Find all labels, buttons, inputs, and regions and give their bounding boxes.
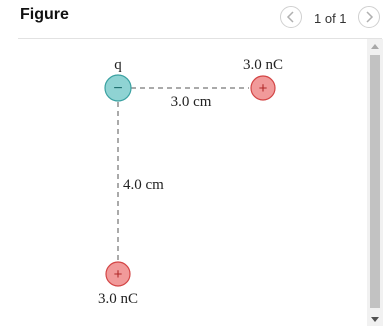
figure-title: Figure	[20, 6, 69, 23]
previous-button[interactable]	[280, 6, 302, 28]
next-button[interactable]	[358, 6, 380, 28]
horizontal-distance-label: 3.0 cm	[170, 94, 212, 110]
charge-right	[243, 57, 283, 100]
vertical-distance-label: 4.0 cm	[123, 177, 164, 193]
charge-bottom-label: 3.0 nC	[97, 291, 139, 307]
positive-sign-icon: +	[113, 266, 123, 283]
charge-q-label: q	[114, 57, 122, 73]
chevron-left-icon	[286, 11, 296, 23]
charge-q	[105, 57, 131, 101]
scrollbar-thumb[interactable]	[370, 55, 380, 308]
charge-bottom	[98, 262, 138, 307]
figure-header	[0, 0, 386, 38]
scroll-up-icon[interactable]	[367, 40, 383, 54]
charge-diagram	[0, 39, 367, 333]
positive-sign-icon: +	[258, 80, 268, 97]
scroll-down-icon[interactable]	[367, 312, 383, 326]
charge-right-label: 3.0 nC	[242, 57, 284, 73]
negative-sign-icon: −	[113, 80, 123, 97]
vertical-scrollbar[interactable]	[367, 39, 383, 326]
page-indicator: 1 of 1	[314, 11, 347, 26]
chevron-right-icon	[364, 11, 374, 23]
figure-canvas	[0, 39, 367, 333]
